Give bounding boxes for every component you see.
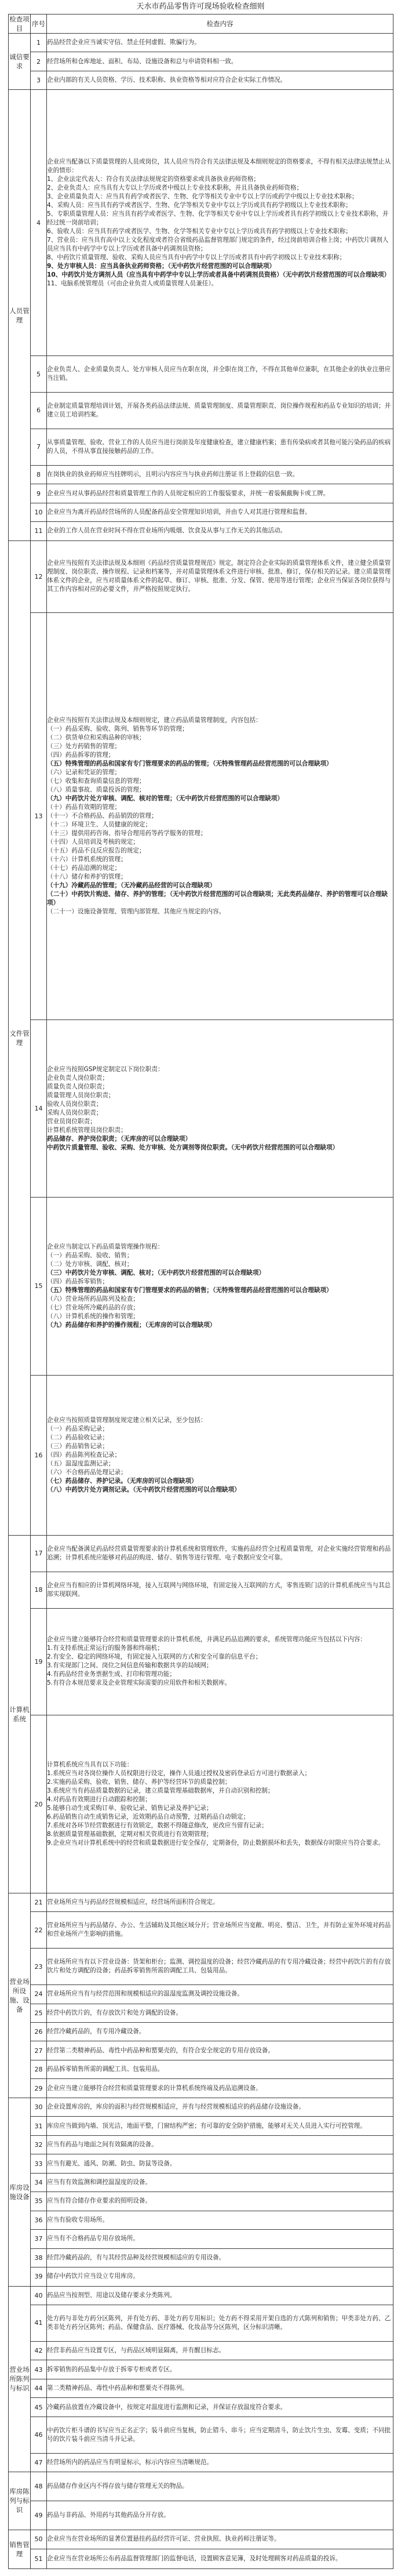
content-line: （十五）药品不良反应报告的规定； <box>47 847 145 854</box>
header-content: 检查内容 <box>47 14 393 34</box>
content-line: 1.有支持系统正常运行的服务器和终端机； <box>47 1645 163 1652</box>
header-category: 检查项目 <box>9 15 30 32</box>
content-line: 3.有实现部门之间、岗位之间信息传输和数据共享的局域网； <box>47 1662 213 1670</box>
item-number: 30 <box>31 2098 47 2116</box>
document-title: 天水市药品零售许可现场验收检查细则 <box>136 2 265 11</box>
category-cell-sales-display-section: 营业场所陈列与标识 <box>9 2286 31 2472</box>
item-content <box>47 2173 393 2192</box>
item-content <box>47 540 393 612</box>
table-row <box>9 2173 393 2192</box>
content-line-highlight: （十九）冷藏药品的管理；（无冷藏药品经营的可以合理缺项） <box>47 881 216 889</box>
table-row <box>9 2472 393 2501</box>
content-line: （六）不合格药品处理记录； <box>47 1468 127 1476</box>
table-row <box>9 1375 393 1535</box>
content-line: （一）药品采购、验收、陈列、销售等环节的管理； <box>47 725 188 732</box>
content-line: 2.实施药品采购、验收、销售、储存、养护等经营环节的质量控制； <box>47 1779 231 1786</box>
item-number: 17 <box>31 1535 47 1572</box>
content-line: 3、企业质量负责人：应当具有药学或者医学、生物、化学等相关专业中专以上学历或药学中级以上专业技术职称； <box>47 193 358 200</box>
category-cell-warehouse-display-section: 库房陈列与标识 <box>9 2472 31 2530</box>
table-row <box>9 2341 393 2360</box>
category-cell-sales-management-section: 销售管理 <box>9 2530 31 2568</box>
item-content <box>47 2135 393 2154</box>
table-body <box>9 34 393 2569</box>
item-content <box>47 2341 393 2360</box>
content-line: 企业应当对从事药品经营和质量管理工作的人员规定相应的工作服装要求，并统一着装佩戴胸卡或工牌。 <box>47 489 330 497</box>
item-number: 4 <box>31 90 47 356</box>
table-row <box>9 1715 393 1893</box>
item-number: 43 <box>31 2360 47 2379</box>
item-content <box>47 1715 393 1893</box>
item-content <box>47 1893 393 1911</box>
content-line: 营业员岗位职责； <box>47 1118 96 1125</box>
item-number: 28 <box>31 2060 47 2078</box>
category-cell-integrity-section: 诚信要求 <box>9 34 31 90</box>
table-row <box>9 1535 393 1572</box>
item-content <box>47 1912 393 1949</box>
content-line: 企业应当按照GSP规定制定以下岗位职责： <box>47 1065 164 1073</box>
content-line: 采购人员岗位职责； <box>47 1109 103 1116</box>
item-number: 49 <box>31 2501 47 2530</box>
content-line: 11、电脑系统管理员（可由企业负责人或质量管理人员兼任）。 <box>47 280 218 287</box>
table-row <box>9 71 393 89</box>
table-row <box>9 2154 393 2173</box>
table-row <box>9 34 393 52</box>
item-content <box>47 393 393 429</box>
item-number: 6 <box>31 393 47 429</box>
item-content <box>47 2211 393 2229</box>
content-line: 经营非药品应当设置专区，与药品区域明显隔离，并有醒目标志。 <box>47 2347 225 2354</box>
item-content <box>47 2098 393 2116</box>
item-content <box>47 1019 393 1197</box>
content-line: 营业场所应当有与经营范围和规模相适应的温湿度监测及调控设施设备。 <box>47 1990 243 1998</box>
item-number: 33 <box>31 2154 47 2173</box>
content-line: （十三）提供用药咨询、指导合理用药等药学服务的管理； <box>47 829 207 837</box>
content-line: 第二类精神药品、毒性中药品种和罂粟壳不得陈列。 <box>47 2385 188 2392</box>
category-cell-warehouse-facilities-section: 库房设施设备 <box>9 2098 31 2286</box>
item-content <box>47 2305 393 2342</box>
content-line-highlight: （九）药品储存和养护的操作规程；（无库房的可以合理缺项） <box>47 1321 216 1329</box>
item-content <box>47 2472 393 2501</box>
table-row <box>9 2192 393 2211</box>
category-cell-computer-system-section: 计算机系统 <box>9 1535 31 1893</box>
table-row <box>9 2453 393 2472</box>
content-line: 5、专职质量管理人员：应当具有药学或者医学、生物、化学等相关专业中专以上学历或者具有药学初级以上专业技术职称，并经过统一岗前培训； <box>47 210 389 226</box>
item-content <box>47 2417 393 2453</box>
table-row <box>9 2098 393 2116</box>
content-line: （七）营业场所冷藏药品的存放； <box>47 1304 139 1311</box>
item-number: 19 <box>31 1608 47 1715</box>
item-number: 3 <box>31 71 47 89</box>
content-line: 1.系统应当对各岗位操作人员权限进行设定，操作人员通过授权及密码登录后方可进行数据录入； <box>47 1770 311 1777</box>
item-number: 39 <box>31 2267 47 2286</box>
content-line: （七）收集和查询质量信息的管理； <box>47 777 145 785</box>
table-row <box>9 503 393 521</box>
content-line: 应当有药品与地面之间有效隔离的设备。 <box>47 2141 158 2149</box>
item-content <box>47 465 393 484</box>
content-line: （十四）人员培训及考核的规定； <box>47 838 139 846</box>
content-line: （四）药品拆零的管理； <box>47 751 115 759</box>
item-number: 25 <box>31 2004 47 2022</box>
item-number: 23 <box>31 1949 47 1985</box>
content-line: （二十一）设施设备管理、管理内部管理、其他应当规定的内容。 <box>47 908 225 915</box>
table-row <box>9 612 393 1019</box>
item-content <box>47 2379 393 2397</box>
item-content <box>47 2248 393 2267</box>
table-row <box>9 522 393 540</box>
content-line: 5.能够自动生成采购订单、验收记录、销售记录及养护记录； <box>47 1805 213 1812</box>
item-number: 16 <box>31 1375 47 1535</box>
item-number: 36 <box>31 2211 47 2229</box>
content-line: （六）记录和凭证的管理； <box>47 768 121 776</box>
content-line: 企业应当配备以下质量管理的人员或岗位，其人员应当符合有关法律法规及本细则规定的资格要求，不得有相关法律法规禁止从业的情形： <box>47 158 391 174</box>
content-line: 7、营业员：应当具有高中以上文化程度或者符合省级药品监督管理部门规定的条件，经过岗前培训合格上岗；中药饮片调剂人员应当具有中药学中专以上学历或者具备中药调剂员资格； <box>47 236 389 252</box>
item-content <box>47 2117 393 2135</box>
table-row <box>9 1985 393 2004</box>
table-row <box>9 2379 393 2397</box>
content-line: 应当有有效监测和调控温湿度的设备。 <box>47 2178 152 2186</box>
content-line: （十七）药品追溯的规定； <box>47 864 121 872</box>
item-number: 13 <box>31 612 47 1019</box>
content-line: 库房应当做到内墙、顶光洁，地面平整，门窗结构严密；有可靠的安全防护措施，能够对无关人员进入实行可控管理。 <box>47 2122 366 2129</box>
item-content <box>47 1608 393 1715</box>
item-content <box>47 34 393 52</box>
content-line: 处方药与非处方药分区陈列，并有处方药、非处方药专用标识；处方药不得采用开架自选的方式陈列和销售；甲类非处方药、乙类非处方药分区陈列；药品、保健食品、医疗器械、化妆品等分区陈列，区分标识清晰。 <box>47 2314 391 2331</box>
item-number: 47 <box>31 2453 47 2472</box>
item-content <box>47 429 393 465</box>
content-line: 经营中药饮片的，有存放饮片和处方调配的设备。 <box>47 2009 183 2016</box>
table-row <box>9 2135 393 2154</box>
table-row <box>9 2286 393 2305</box>
content-line: 企业的工作人员在营业时间不得在营业场所内吸烟、饮食及从事与工作无关的其他活动。 <box>47 527 287 535</box>
content-line: （二）药品验收记录； <box>47 1434 108 1441</box>
item-content <box>47 2267 393 2286</box>
content-line: 营业场所应当有以下营业设备：货架和柜台；监测、调控温度的设备；经营冷藏药品的有专用冷藏设备；经营中药饮片的有存放饮片和处方调配的设备；药品拆零销售所需的调配工具、包装用品。 <box>47 1958 391 1975</box>
table-row <box>9 2530 393 2549</box>
content-line-highlight: （七）药品储存、养护记录。（无库房的可以合理缺项） <box>47 1477 198 1485</box>
content-line-highlight: （五）特殊管理的药品和国家有专门管理要求的药品的销售；（无特殊管理药品经营范围的可以合理缺项） <box>47 1286 333 1294</box>
item-number: 37 <box>31 2230 47 2248</box>
content-line: （八）计算机系统的操作和管理； <box>47 1312 139 1320</box>
item-content <box>47 2192 393 2211</box>
content-line: 企业应当在营业场所的显著位置悬挂药品经营许可证、营业执照、执业药师注册证等。 <box>47 2535 280 2543</box>
item-content <box>47 503 393 521</box>
content-line: 药品应当按剂型、用途以及储存要求分类陈列。 <box>47 2291 176 2299</box>
content-line: （一）药品采购、验收、销售； <box>47 1251 133 1259</box>
item-number: 44 <box>31 2379 47 2397</box>
item-number: 42 <box>31 2341 47 2360</box>
table-row <box>9 484 393 503</box>
category-cell-personnel-section: 人员管理 <box>9 90 31 540</box>
table-row <box>9 2079 393 2098</box>
content-line-highlight: （三）中药饮片处方审核、调配、核对；（无中药饮片经营范围的可以合理缺项） <box>47 1269 265 1276</box>
header-number: 序号 <box>31 14 47 34</box>
content-line: 企业应当有相应的计算机网络环境，接入互联网与网络环境，有固定接入互联网的方式，零售连锁门店的计算机系统应当与其总部实现联网。 <box>47 1581 391 1598</box>
content-line: （三）药品销售记录； <box>47 1442 108 1450</box>
content-line: 药品拆零销售所需的调配工具、包装用品。 <box>47 2066 164 2073</box>
content-line: 经营场所和仓库地址、面积、布局、设施设备和总与申请资料相一致。 <box>47 57 238 65</box>
item-content <box>47 2230 393 2248</box>
item-content <box>47 1198 393 1375</box>
table-row <box>9 52 393 71</box>
item-number: 45 <box>31 2398 47 2417</box>
content-line: （四）药品拆零销售； <box>47 1278 108 1285</box>
content-line: 应当有不合格药品专用存放场所。 <box>47 2235 139 2243</box>
content-line: 2.有安全、稳定的网络环境，有固定接入互联网的方式和安全可靠的信息平台； <box>47 1653 262 1661</box>
content-line: 冷藏药品放置在冷藏设备中，按规定对温度进行监测和记录，并保证存放温度符合要求。 <box>47 2403 287 2411</box>
item-number: 26 <box>31 2022 47 2041</box>
item-content <box>47 484 393 503</box>
item-number: 18 <box>31 1572 47 1608</box>
table-row <box>9 2117 393 2135</box>
content-line: 应当有避光、通风、防潮、防虫、防鼠等设备。 <box>47 2160 176 2167</box>
item-number: 48 <box>31 2472 47 2501</box>
content-line: 企业制定质量管理培训计划，开展各类药品法律法规、质量管理制度、质量管理职责、岗位操作规程和药品专业知识的培训；并建立员工培训档案。 <box>47 402 391 418</box>
item-content <box>47 612 393 1019</box>
item-content <box>47 522 393 540</box>
table-row <box>9 2549 393 2569</box>
table-row <box>9 2267 393 2286</box>
item-content <box>47 2286 393 2305</box>
item-content <box>47 2060 393 2078</box>
content-line: （二）供货单位和采购品种的审核； <box>47 734 145 741</box>
item-number: 8 <box>31 465 47 484</box>
table-header-row <box>9 14 393 34</box>
content-line-highlight: 10、中药饮片处方调剂人员（应当具有中药学中专以上学历或者具备中药调剂员资格）（无中药饮片经营范围的可以合理缺项） <box>47 271 391 278</box>
item-number: 24 <box>31 1985 47 2004</box>
content-line: （五）温湿度监测记录； <box>47 1460 115 1467</box>
content-line-highlight: 9、处方审核人员：应当具备执业药师资格；（无中药饮片经营范围的可以合理缺项） <box>47 262 276 270</box>
table-row <box>9 1608 393 1715</box>
table-row <box>9 1949 393 1985</box>
content-line: 拆零销售的药品集中存放于拆零专柜或者专区。 <box>47 2365 176 2373</box>
item-content <box>47 1949 393 1985</box>
item-number: 34 <box>31 2173 47 2192</box>
table-row <box>9 1572 393 1608</box>
item-number: 20 <box>31 1715 47 1893</box>
item-content <box>47 2360 393 2379</box>
table-row <box>9 2398 393 2417</box>
table-row <box>9 356 393 393</box>
item-content <box>47 90 393 356</box>
table-row <box>9 1893 393 1911</box>
content-line-highlight: （五）特殊管理的药品和国家有专门管理要求的药品的管理；（无特殊管理药品经营范围的可以合理缺项） <box>47 760 333 767</box>
table-row <box>9 1198 393 1375</box>
item-content <box>47 2041 393 2060</box>
content-line: 应当有符合储存作业要求的照明设备。 <box>47 2197 152 2205</box>
content-line-highlight: 药品储存、养护岗位职责；（无库房的可以合理缺项） <box>47 1135 191 1142</box>
content-line: 营业场所应当与药品经营规模相适应，经营场所面积符合规定。 <box>47 1899 219 1906</box>
item-number: 51 <box>31 2549 47 2569</box>
content-line-highlight: （八）中药饮片处方调剂记录。（无中药饮片经营范围的可以合理缺项） <box>47 1486 240 1493</box>
item-content <box>47 2453 393 2472</box>
content-line: 从事质量管理、验收、营业工作的人员应当进行岗前及年度健康检查，建立健康档案；患有传染病或者其他可能污染药品的疾病的人员，不得从事直接接触药品的工作。 <box>47 438 391 455</box>
item-content <box>47 71 393 89</box>
category-cell-sales-facilities-section: 营业场所设施、设备 <box>9 1893 31 2098</box>
content-line: 企业应当配备满足药品经营质量管理要求的计算机系统和管理软件，实施药品经营全过程质量管理，对企业实施经营管理和药品追溯；计算机系统应能够对药品的购进、储存、销售等进行管理、电子数据应安全可靠。 <box>47 1545 391 1561</box>
item-number: 32 <box>31 2135 47 2154</box>
item-number: 35 <box>31 2192 47 2211</box>
content-line: 4.有药品经营业务票据生成、打印和管理功能； <box>47 1671 176 1678</box>
item-content <box>47 356 393 393</box>
content-line: 经营第二类精神药品、毒性中药品种和罂粟壳的，有符合安全规定的专用存放设备。 <box>47 2047 274 2054</box>
content-line-highlight: （九）中药饮片处方审核、调配、核对的管理；（无中药饮片经营范围的可以合理缺项） <box>47 794 283 802</box>
content-line: （十八）储存和养护的管理； <box>47 873 127 880</box>
content-line: （十）药品有效期的管理； <box>47 803 121 811</box>
content-line: 储存中药饮片应当设立专用库房。 <box>47 2273 139 2280</box>
item-number: 1 <box>31 34 47 52</box>
table-row <box>9 2417 393 2453</box>
content-line: 在岗执业的执业药师应当挂牌明示，且明示内容应当与执业药师注册证书上登载的信息一致。 <box>47 471 299 478</box>
content-line: 2、企业负责人：应当具有大专以上学历或者中级以上专业技术职称，并且具备执业药师资格； <box>47 184 303 191</box>
content-line: 企业应当建立能够符合经营和质量管理要求的计算机系统终端及药品追溯设备。 <box>47 2084 262 2092</box>
item-number: 50 <box>31 2530 47 2549</box>
content-line: 质量负责人岗位职责； <box>47 1083 108 1090</box>
item-number: 9 <box>31 484 47 503</box>
item-content <box>47 1375 393 1535</box>
content-line: 6、验收人员：应当具有药学或者医学、生物、化学等相关专业中专以上学历或具有药学初级以上专业技术职称； <box>47 227 352 235</box>
item-number: 41 <box>31 2305 47 2342</box>
content-line: 企业负责人、企业质量负责人、处方审核人员应当在职在岗，并全职在岗工作，不得在其他单位兼职，在其他企业的执业注册应当注销。 <box>47 366 391 382</box>
content-line: 企业内部的有关人员资格、学历、技术职称、执业资格等相对应符合企业实际工作情况。 <box>47 77 287 84</box>
item-number: 29 <box>31 2079 47 2098</box>
item-content <box>47 2501 393 2530</box>
content-line: 企业应当按照有关法律法规及本细则《药品经营质量管理规范》规定，制定符合企业实际的质量管理体系文件，建立健全质量管理制度、岗位职责、操作规程、记录和档案等，并对质量管理体系文件进行审核、批准、修订，保存相关的记录。建立质量管理体系文件的企业，应当对质量体系文件的起草、修订、审核、批准、分发、保管、使用等进行管理；企业应当保证各岗位获得与其工作内容相对应的必要文件，并严格按照规定执行。 <box>47 560 391 593</box>
table-row <box>9 2211 393 2229</box>
content-line-highlight: （二十）中药饮片购进、储存、养护的管理；（无中药饮片经营范围的可以合理缺项；无此类药品储存、养护的管理可以合理缺项） <box>47 890 388 906</box>
category-cell-documents-section: 文件管理 <box>9 540 31 1535</box>
content-line: 企业设置库房的，库房的面积与经营规模相适应，并有与经营规模相适应的药品储存设施设备。 <box>47 2103 305 2111</box>
content-line: 药品经营企业应当诚实守信、禁止任何虚假、欺骗行为。 <box>47 39 200 46</box>
content-line: （一）药品采购记录； <box>47 1425 108 1432</box>
content-line: 计算机系统应当具有以下功能： <box>47 1761 133 1769</box>
item-content <box>47 1572 393 1608</box>
item-number: 5 <box>31 356 47 393</box>
table-row <box>9 2004 393 2022</box>
item-number: 31 <box>31 2117 47 2135</box>
table-row <box>9 2248 393 2267</box>
table-row <box>9 1019 393 1197</box>
content-line: 质量管理人员岗位职责； <box>47 1091 115 1099</box>
content-line: 企业应当制定以下药品质量管理操作规程： <box>47 1243 164 1250</box>
item-number: 7 <box>31 429 47 465</box>
content-line: 中药饮片柜斗谱的书写应当正名正字；装斗前应当复核，防止错斗、串斗；应当定期清斗，防止饮片生虫、发霉、变质；不同批号的饮片装斗前应当清斗并记录。 <box>47 2426 391 2443</box>
content-line: 8、中药饮片质量管理、验收、采购人员应当具有中药学中专以上学历或者具有中药学初级以上专业技术职称； <box>47 253 346 261</box>
content-line: （十一）不合格药品、药品销毁的管理； <box>47 812 158 819</box>
content-line: （三）处方药销售的管理； <box>47 742 121 750</box>
table-row <box>9 2360 393 2379</box>
item-number: 27 <box>31 2041 47 2060</box>
content-line: 应当有验收专用场所。 <box>47 2216 108 2223</box>
content-line: 1、企业法定代表人：符合有关法律法规规定的资格要求或具备执业药师资格； <box>47 175 260 183</box>
content-line: （八）质量事故、质量投诉的管理； <box>47 786 145 793</box>
table-row <box>9 2230 393 2248</box>
content-line: 药品与非药品、外用药与其他药品分开存放。 <box>47 2511 170 2519</box>
table-row <box>9 2305 393 2342</box>
table-row <box>9 429 393 465</box>
content-line: 8.依据质量管理基础数据，定期对相关资质进行有效期管理； <box>47 1831 213 1838</box>
table-row <box>9 540 393 612</box>
content-line: 9.企业应当对计算机系统中的经营和质量数据进行安全保存，定期备份，防止数据损坏和丢失，数据保存时限应当符合要求。 <box>47 1840 385 1847</box>
item-content <box>47 2022 393 2041</box>
item-content <box>47 2154 393 2173</box>
item-number: 38 <box>31 2248 47 2267</box>
content-line: 经营冷藏药品的，有专用冷藏设备。 <box>47 2028 145 2036</box>
content-line: 企业负责人岗位职责； <box>47 1074 108 1082</box>
content-line: 验收人员岗位职责； <box>47 1100 103 1108</box>
item-number: 14 <box>31 1019 47 1197</box>
content-line: 企业应当按照有关法律法规及本细则规定，建立药品质量管理制度，内容包括： <box>47 716 262 724</box>
inspection-table <box>8 14 393 2569</box>
content-line: （十六）计算机系统的管理； <box>47 855 127 863</box>
item-content <box>47 2004 393 2022</box>
content-line: 企业应当按照质量管理制度规定建立相关记录，至少包括： <box>47 1416 207 1424</box>
content-line: 4、采购人员：应当具有药学或者医学、生物、化学等相关专业中专以上学历或具有药学初级以上专业技术职称； <box>47 201 352 209</box>
content-line: （四）药品陈列检查记录； <box>47 1451 121 1458</box>
table-row <box>9 1912 393 1949</box>
content-line: （六）营业场所药品陈列及检查； <box>47 1295 139 1302</box>
item-number: 15 <box>31 1198 47 1375</box>
content-line: 4.对药品有效期进行自动跟踪和控制； <box>47 1796 151 1804</box>
content-line-highlight: 中药饮片质量管理、验收、采购、处方审核、处方调剂等岗位职责。（无中药饮片经营范围的可以合理缺项） <box>47 1144 339 1151</box>
content-line: 企业应当在营业场所公布药品监督管理部门的监督电话，设置顾客意见簿，及时处理顾客对药品质量的投诉。 <box>47 2555 342 2563</box>
item-number: 21 <box>31 1893 47 1911</box>
content-line: 药品储存作业区内不得存放与储存管理无关的物品。 <box>47 2483 188 2490</box>
item-content <box>47 2530 393 2549</box>
item-number: 22 <box>31 1912 47 1949</box>
content-line: 5.有符合本规范要求及企业管理实际需要的应用软件和相关数据库。 <box>47 1679 231 1687</box>
item-number: 40 <box>31 2286 47 2305</box>
item-number: 46 <box>31 2417 47 2453</box>
content-line: （二）处方审核、调配、核对； <box>47 1260 133 1268</box>
table-row <box>9 393 393 429</box>
table-row <box>9 90 393 356</box>
content-line: 7.系统对各环节经营数据进行有效锁定，数据不得随意修改，更改应当留有记录； <box>47 1822 268 1830</box>
item-content <box>47 52 393 71</box>
content-line: 经营冷藏药品的，有与其经营品种及经营规模相适应的专用设备。 <box>47 2254 225 2261</box>
table-row <box>9 2501 393 2530</box>
content-line: （十二）环境卫生、人员健康的规定； <box>47 821 152 828</box>
table-row <box>9 2060 393 2078</box>
item-number: 11 <box>31 522 47 540</box>
item-content <box>47 1985 393 2004</box>
content-line: 企业应当为离开药品经营场所的人员配备药品安全管理知识培训，并由专人对其进行管理和监督。 <box>47 509 311 516</box>
content-line: 企业应当建立能够符合经营和质量管理要求的计算机系统，并满足药品追溯的要求，系统管理功能应当包括以下内容： <box>47 1636 366 1643</box>
table-row <box>9 465 393 484</box>
table-row <box>9 2041 393 2060</box>
item-content <box>47 1535 393 1572</box>
content-line: 计算机系统管理员岗位职责； <box>47 1126 127 1134</box>
content-line: 3.系统应当有药品质量数据的记录，建立质量管理基础数据库，并自动识别和控制； <box>47 1787 274 1795</box>
content-line: 6.药品销售自动生成销售记录，近效期药品自动预警，过期药品自动锁定； <box>47 1813 250 1821</box>
item-content <box>47 2398 393 2417</box>
content-line: 经营场所内的药品应当有明显标示，标示内容应当清晰规范。 <box>47 2458 213 2466</box>
item-content <box>47 2079 393 2098</box>
item-number: 2 <box>31 52 47 71</box>
table-row <box>9 2022 393 2041</box>
item-number: 12 <box>31 540 47 612</box>
item-content <box>47 2549 393 2569</box>
item-number: 10 <box>31 503 47 521</box>
content-line: 营业场所应当与药品储存、办公、生活辅助及其他区域分开；营业场所应当宽敞、明亮、整洁、卫生，并有防止室外环境对药品和营业场所产生影响的措施。 <box>47 1922 391 1938</box>
